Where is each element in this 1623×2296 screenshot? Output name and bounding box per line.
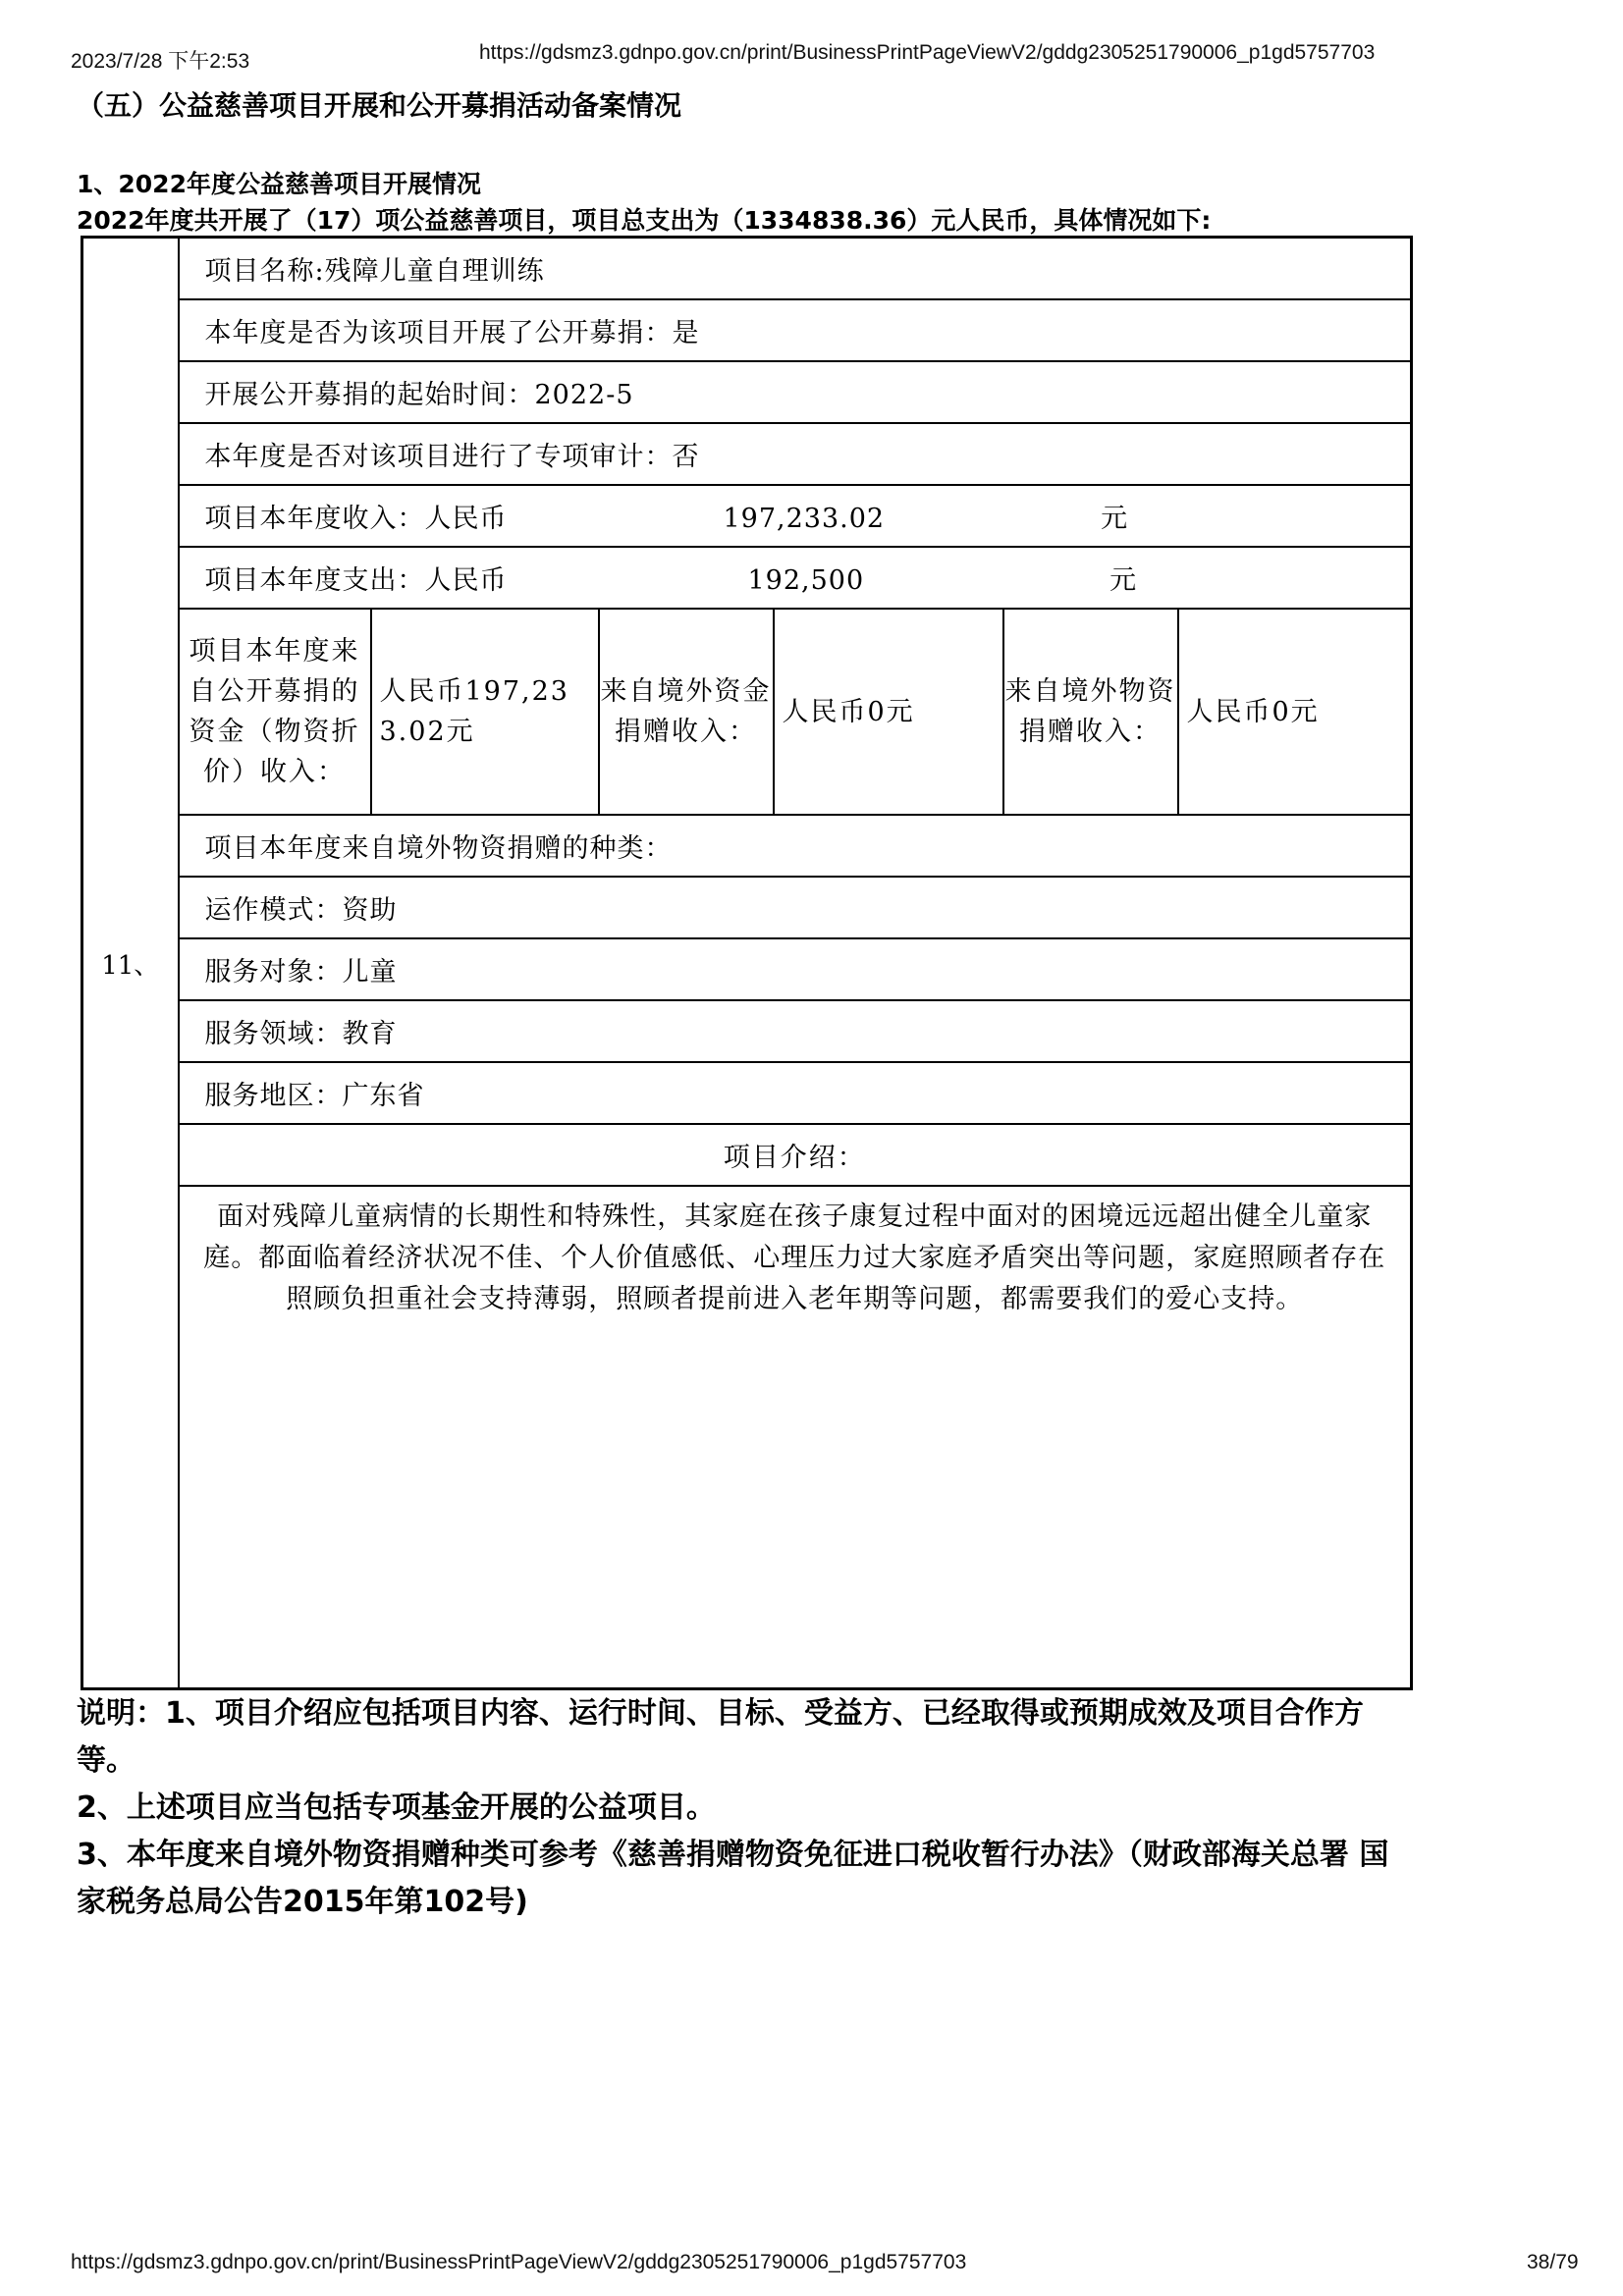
funds-row xyxy=(179,609,1412,815)
page-number: 38/79 xyxy=(1527,2251,1579,2273)
project-number: 11、 xyxy=(82,238,179,1689)
section-title: （五）公益慈善项目开展和公开募捐活动备案情况 xyxy=(77,89,682,122)
expense-row xyxy=(179,547,1412,609)
footer-url: https://gdsmz3.gdnpo.gov.cn/print/BusinessPrintPageViewV2/gddg2305251790006_p1gd5757703 xyxy=(71,2251,967,2273)
summary-line: 2022年度共开展了（17）项公益慈善项目，项目总支出为（1334838.36）元人民币，具体情况如下: xyxy=(77,206,1212,235)
income-unit: 元 xyxy=(1101,504,1129,534)
expense-value: 192,500 xyxy=(747,565,865,596)
income-row xyxy=(179,485,1412,547)
note-3: 3、本年度来自境外物资捐赠种类可参考《慈善捐赠物资免征进口税收暂行办法》（财政部海关总署 国家税务总局公告2015年第102号) xyxy=(77,1838,1389,1919)
intro-title: 项目介绍： xyxy=(179,1124,1412,1186)
fundraising-start-time: 开展公开募捐的起始时间：2022-5 xyxy=(179,361,1412,423)
project-name: 项目名称:残障儿童自理训练 xyxy=(179,238,1412,300)
operation-mode: 运作模式：资助 xyxy=(179,877,1412,938)
income-label: 项目本年度收入：人民币 xyxy=(204,504,508,534)
service-target: 服务对象：儿童 xyxy=(179,938,1412,1000)
subsection-title: 1、2022年度公益慈善项目开展情况 xyxy=(77,170,481,198)
public-fundraising: 本年度是否为该项目开展了公开募捐：是 xyxy=(179,299,1412,361)
income-value: 197,233.02 xyxy=(723,504,886,534)
overseas-funds-value: 人民币0元 xyxy=(774,610,1003,814)
overseas-goods-value: 人民币0元 xyxy=(1186,696,1320,727)
overseas-goods-types: 项目本年度来自境外物资捐赠的种类： xyxy=(179,815,1412,877)
print-url: https://gdsmz3.gdnpo.gov.cn/print/BusinessPrintPageViewV2/gddg2305251790006_p1gd5757703 xyxy=(479,41,1376,64)
notes xyxy=(77,1690,1392,1926)
service-area: 服务地区：广东省 xyxy=(179,1062,1412,1124)
service-field: 服务领域：教育 xyxy=(179,1000,1412,1062)
overseas-goods-label: 来自境外物资捐赠收入： xyxy=(1003,610,1178,814)
public-funds-value: 人民币197,233.02元 xyxy=(371,610,599,814)
project-table xyxy=(81,236,1413,1690)
note-2: 2、上述项目应当包括专项基金开展的公益项目。 xyxy=(77,1790,716,1825)
intro-text: 面对残障儿童病情的长期性和特殊性，其家庭在孩子康复过程中面对的困境远远超出健全儿童家庭。都面临着经济状况不佳、个人价值感低、心理压力过大家庭矛盾突出等问题，家庭照顾者存在照顾负担重社会支持薄弱，照顾者提前进入老年期等问题，都需要我们的爱心支持。 xyxy=(179,1186,1412,1689)
print-datetime: 2023/7/28 下午2:53 xyxy=(71,50,250,73)
note-1: 说明：1、项目介绍应包括项目内容、运行时间、目标、受益方、已经取得或预期成效及项目合作方等。 xyxy=(77,1696,1364,1778)
overseas-funds-label: 来自境外资金捐赠收入： xyxy=(599,610,774,814)
public-funds-label: 项目本年度来自公开募捐的资金（物资折价）收入： xyxy=(180,610,371,814)
special-audit: 本年度是否对该项目进行了专项审计：否 xyxy=(179,423,1412,485)
expense-unit: 元 xyxy=(1109,565,1138,596)
expense-label: 项目本年度支出：人民币 xyxy=(204,565,508,596)
